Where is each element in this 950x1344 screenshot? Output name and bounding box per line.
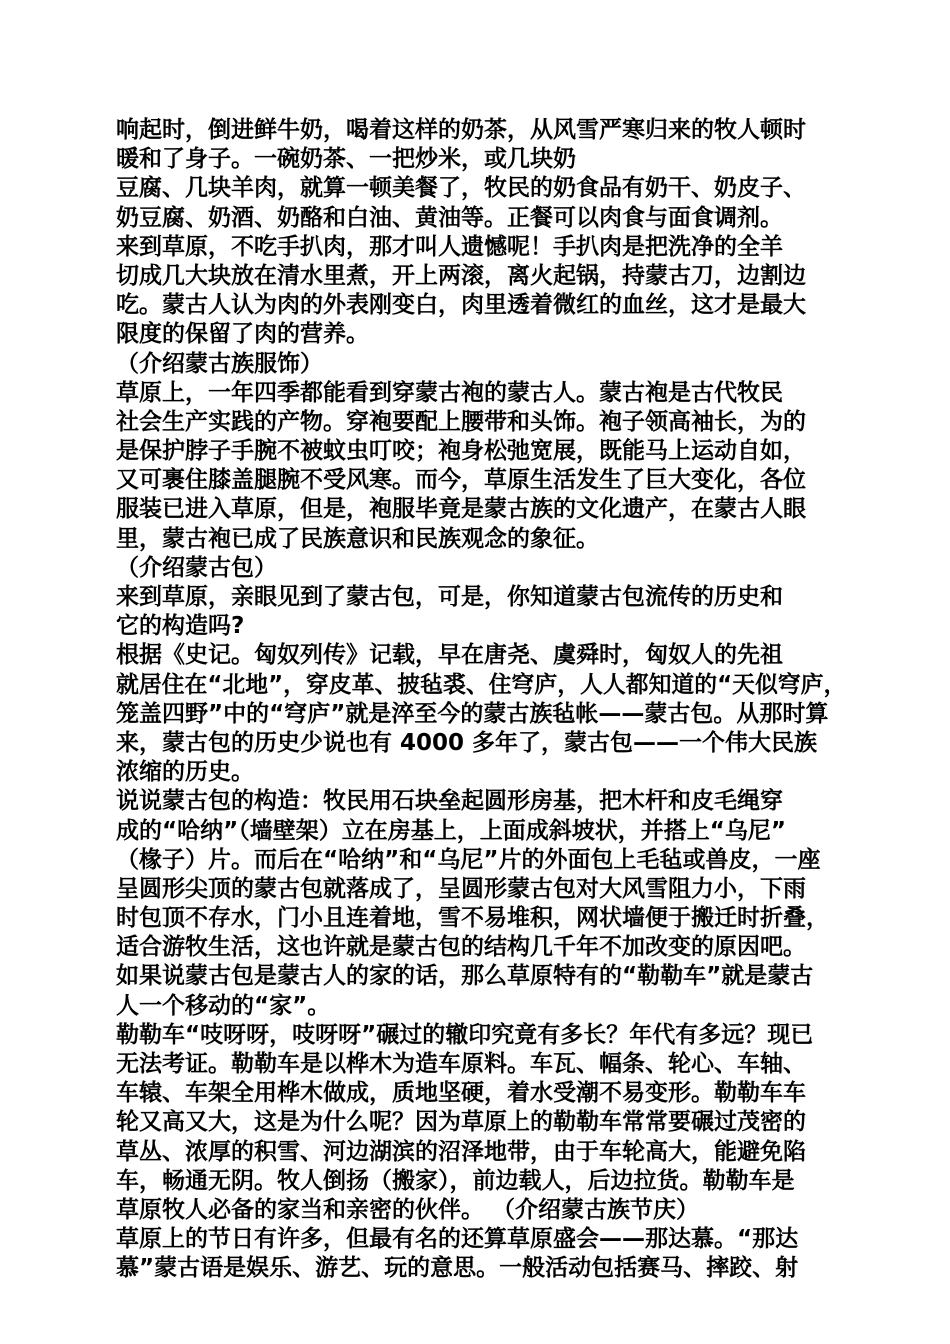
text-line: 勒勒车“吱呀呀，吱呀呀”碾过的辙印究竟有多长？年代有多远？现已 [116,1021,814,1048]
text-line: 草原上的节日有许多，但最有名的还算草原盛会——那达慕。“那达 [116,1226,799,1253]
text-line: 豆腐、几块羊肉，就算一顿美餐了，牧民的奶食品有奶干、奶皮子、 [116,175,806,202]
text-line: 说说蒙古包的构造：牧民用石块垒起圆形房基，把木杆和皮毛绳穿 [116,788,783,815]
text-line: 时包顶不存水，门小且连着地，雪不易堆积，网状墙便于搬迁时折叠， [116,905,829,932]
text-line: 服装已进入草原，但是，袍服毕竟是蒙古族的文化遗产，在蒙古人眼 [116,496,806,523]
text-line: 社会生产实践的产物。穿袍要配上腰带和头饰。袍子领高袖长，为的 [116,408,806,435]
text-line: 里，蒙古袍已成了民族意识和民族观念的象征。 [116,525,599,552]
text-line: 是保护脖子手腕不被蚊虫叮咬；袍身松弛宽展，既能马上运动自如， [116,438,806,465]
text-line: 草原上，一年四季都能看到穿蒙古袍的蒙古人。蒙古袍是古代牧民 [116,379,783,406]
text-line: 慕”蒙古语是娱乐、游艺、玩的意思。一般活动包括赛马、摔跤、射 [116,1255,799,1282]
text-line: 吃。蒙古人认为肉的外表刚变白，肉里透着微红的血丝，这才是最大 [116,292,806,319]
text-line: 就居住在“北地”，穿皮革、披毡裘、住穹庐，人人都知道的“天似穹庐， [116,671,847,698]
text-line: 浓缩的历史。 [116,759,254,786]
text-line: 人一个移动的“家”。 [116,992,331,1019]
text-line: 草丛、浓厚的积雪、河边湖滨的沼泽地带，由于车轮高大，能避免陷 [116,1138,806,1165]
text-line: （椽子）片。而后在“哈纳”和“乌尼”片的外面包上毛毡或兽皮，一座 [116,846,821,873]
text-line: 如果说蒙古包是蒙古人的家的话，那么草原特有的“勒勒车”就是蒙古 [116,963,814,990]
text-line: 根据《史记。匈奴列传》记载，早在唐尧、虞舜时，匈奴人的先祖 [116,642,783,669]
text-line: 暖和了身子。一碗奶茶、一把炒米，或几块奶 [116,146,576,173]
text-line: 切成几大块放在清水里煮，开上两滚，离火起锅，持蒙古刀，边割边 [116,262,806,289]
text-line: 来到草原，不吃手扒肉，那才叫人遗憾呢！手扒肉是把洗净的全羊 [116,233,783,260]
text-line: 来，蒙古包的历史少说也有 4000 多年了，蒙古包——一个伟大民族 [116,729,818,756]
text-line: 呈圆形尖顶的蒙古包就落成了，呈圆形蒙古包对大风雪阻力小，下雨 [116,875,806,902]
text-line: 无法考证。勒勒车是以桦木为造车原料。车瓦、幅条、轮心、车轴、 [116,1051,806,1077]
text-line: 响起时，倒进鲜牛奶，喝着这样的奶茶，从风雪严寒归来的牧人顿时 [116,117,806,143]
body-text [116,116,846,1284]
text-line: 笼盖四野”中的“穹庐”就是淬至今的蒙古族毡帐——蒙古包。从那时算 [116,700,829,727]
text-line: 又可裹住膝盖腿腕不受风寒。而今，草原生活发生了巨大变化，各位 [116,467,806,494]
text-line: 成的“哈纳”（墙壁架）立在房基上，上面成斜坡状，并搭上“乌尼” [116,817,786,844]
text-line: （介绍蒙古包） [116,554,277,581]
text-line: 适合游牧生活，这也许就是蒙古包的结构几千年不加改变的原因吧。 [116,934,806,961]
text-line: 它的构造吗? [116,613,245,640]
text-line: 车辕、车架全用桦木做成，质地坚硬，着水受潮不易变形。勒勒车车 [116,1080,806,1107]
text-line: 车，畅通无阴。牧人倒扬（搬家），前边载人，后边拉货。勒勒车是 [116,1167,795,1194]
text-line: （介绍蒙古族服饰） [116,350,323,377]
text-line: 奶豆腐、奶酒、奶酪和白油、黄油等。正餐可以肉食与面食调剂。 [116,204,783,231]
text-line: 轮又高又大，这是为什么呢？因为草原上的勒勒车常常要碾过茂密的 [116,1109,806,1136]
text-line: 草原牧人必备的家当和亲密的伙伴。 （介绍蒙古族节庆） [116,1196,700,1223]
text-line: 来到草原，亲眼见到了蒙古包，可是，你知道蒙古包流传的历史和 [116,584,783,610]
text-line: 限度的保留了肉的营养。 [116,321,369,348]
